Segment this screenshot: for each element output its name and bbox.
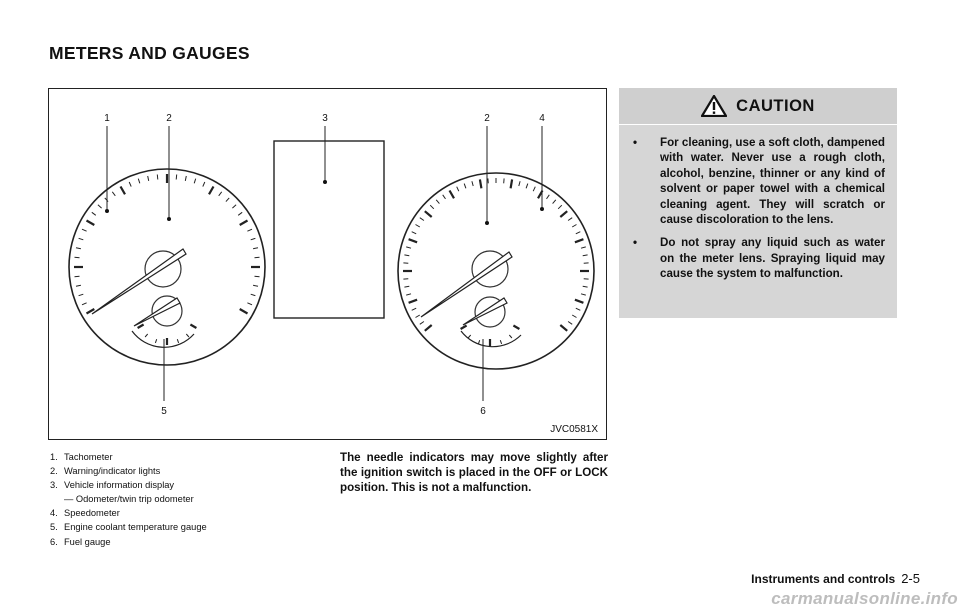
gauge-tick [560, 325, 567, 331]
tachometer-ticks [74, 174, 260, 314]
gauge-tick [98, 205, 102, 208]
gauge-tick [416, 225, 420, 228]
gauge-tick [404, 255, 409, 256]
gauge-tick [255, 276, 260, 277]
gauge-tick [157, 175, 158, 180]
gauge-tick [412, 308, 417, 310]
gauge-tick [186, 334, 189, 337]
gauge-tick [138, 179, 140, 184]
gauge-tick [436, 200, 439, 204]
gauge-tick [583, 286, 588, 287]
gauge-tick [75, 276, 80, 277]
gauge-tick [409, 239, 418, 242]
callout-label-2-left: 2 [166, 113, 172, 124]
gauge-tick [121, 187, 126, 195]
gauge-tick [145, 334, 148, 337]
gauge-tick [450, 191, 455, 199]
gauge-tick [105, 198, 108, 202]
gauge-tick [138, 325, 144, 329]
legend-item: 5. Engine coolant temperature gauge [50, 522, 207, 533]
gauge-tick [209, 187, 214, 195]
gauge-tick [576, 308, 581, 310]
gauge-tick [468, 335, 471, 338]
callout-label-4: 4 [539, 113, 545, 124]
gauge-tick [425, 211, 432, 217]
page-heading: METERS AND GAUGES [49, 43, 250, 63]
gauge-tick [472, 181, 473, 186]
callout-label-3: 3 [322, 113, 328, 124]
gauge-tick [430, 205, 434, 209]
gauge-tick [247, 229, 252, 231]
callout-label-2-right: 2 [484, 113, 490, 124]
warning-triangle-icon [701, 95, 727, 117]
caution-item: • Do not spray any liquid such as water on the meter lens. Spraying liquid may cause the system to malfunction. [633, 236, 885, 281]
gauge-tick [464, 184, 466, 189]
gauge-tick [575, 300, 584, 303]
gauge-tick [416, 315, 420, 318]
gauge-tick [568, 322, 572, 325]
gauge-tick [553, 200, 556, 204]
gauge-tick [533, 187, 535, 192]
gauge-tick [558, 205, 562, 209]
gauge-tick [581, 294, 586, 295]
watermark: carmanualsonline.info [771, 589, 958, 608]
gauge-tick [406, 294, 411, 295]
gauge-tick [404, 286, 409, 287]
gauge-tick [511, 179, 512, 188]
gauge-tick [176, 175, 177, 180]
gauge-tick [575, 239, 584, 242]
gauge-tick [82, 303, 87, 305]
gauge-tick [509, 335, 512, 338]
gauge-tick [76, 285, 81, 286]
gauge-tick [203, 182, 205, 187]
gauge-tick [425, 325, 432, 331]
gauge-tick [572, 225, 576, 228]
gauge-tick [194, 179, 196, 184]
gauge-tick [226, 198, 229, 202]
gauge-tick [461, 326, 467, 330]
gauge-tick [253, 248, 258, 249]
callout-label-1: 1 [104, 113, 110, 124]
caution-item: • For cleaning, use a soft cloth, dampened with water. Never use a rough cloth, alcohol, benzine, thinner or any kind of solvent or paper towel with a chemical cleaning agent. They will scratch or cause discoloration to the lens. [633, 136, 885, 227]
gauge-tick [443, 195, 446, 199]
legend-item: 1. Tachometer [50, 452, 113, 462]
gauge-tick [583, 255, 588, 256]
gauge-tick [568, 218, 572, 221]
instrument-cluster-figure [48, 88, 607, 440]
legend-item: 2. Warning/indicator lights [50, 466, 161, 477]
gauge-tick [87, 221, 95, 226]
gauge-tick [148, 176, 149, 181]
figure-legend [50, 450, 207, 549]
gauge-tick [480, 179, 482, 188]
gauge-tick [409, 300, 418, 303]
tachometer-gauge [69, 169, 265, 365]
gauge-tick [560, 211, 567, 217]
gauge-tick [75, 257, 80, 258]
cluster-illustration [49, 89, 606, 439]
gauge-tick [240, 309, 248, 314]
gauge-tick [457, 187, 459, 192]
gauge-tick [92, 212, 96, 215]
needle-note: The needle indicators may move slightly after the ignition switch is placed in the OFF or LOCK position. This is not a malfunction. [340, 451, 608, 495]
caution-list [619, 135, 897, 282]
figure-code: JVC0581X [550, 424, 598, 435]
gauge-tick [79, 294, 84, 296]
gauge-tick [155, 339, 156, 343]
fuel-needle [463, 298, 507, 325]
gauge-tick [251, 294, 256, 296]
gauge-tick [79, 238, 84, 240]
gauge-tick [112, 192, 115, 196]
gauge-tick [129, 182, 131, 187]
gauge-tick [251, 238, 256, 240]
temp-gauge-ticks [138, 325, 197, 346]
gauge-tick [219, 192, 222, 196]
caution-header [619, 88, 897, 125]
gauge-tick [581, 247, 586, 248]
gauge-tick [500, 340, 501, 344]
gauge-tick [232, 205, 236, 208]
gauge-tick [253, 285, 258, 286]
callout-leaders [107, 126, 542, 401]
caution-title: CAUTION [736, 96, 815, 115]
gauge-tick [420, 218, 424, 221]
gauge-tick [255, 257, 260, 258]
gauge-tick [478, 340, 479, 344]
legend-subitem: — Odometer/twin trip odometer [64, 494, 194, 505]
gauge-tick [406, 247, 411, 248]
legend-item: 6. Fuel gauge [50, 536, 111, 547]
gauge-tick [420, 322, 424, 325]
gauge-tick [412, 232, 417, 234]
callout-label-6: 6 [480, 406, 486, 417]
gauge-tick [177, 339, 178, 343]
gauge-tick [240, 221, 248, 226]
vehicle-info-display [274, 141, 384, 318]
legend-item: 4. Speedometer [50, 508, 120, 519]
gauge-tick [190, 325, 196, 329]
page-number: 2-5 [901, 571, 920, 586]
gauge-tick [519, 181, 520, 186]
gauge-tick [185, 176, 186, 181]
callout-dots [105, 180, 544, 225]
gauge-tick [576, 232, 581, 234]
gauge-tick [247, 303, 252, 305]
gauge-tick [526, 184, 528, 189]
legend-item: 3. Vehicle information display [50, 480, 175, 491]
gauge-tick [238, 212, 242, 215]
caution-box [619, 88, 897, 318]
gauge-tick [513, 326, 519, 330]
gauge-tick [572, 315, 576, 318]
gauge-tick [76, 248, 81, 249]
gauge-tick [82, 229, 87, 231]
gauge-tick [547, 195, 550, 199]
speedometer-gauge [398, 173, 594, 369]
footer-section-title: Instruments and controls [751, 572, 896, 586]
page-footer [751, 571, 920, 586]
callout-label-5: 5 [161, 406, 167, 417]
